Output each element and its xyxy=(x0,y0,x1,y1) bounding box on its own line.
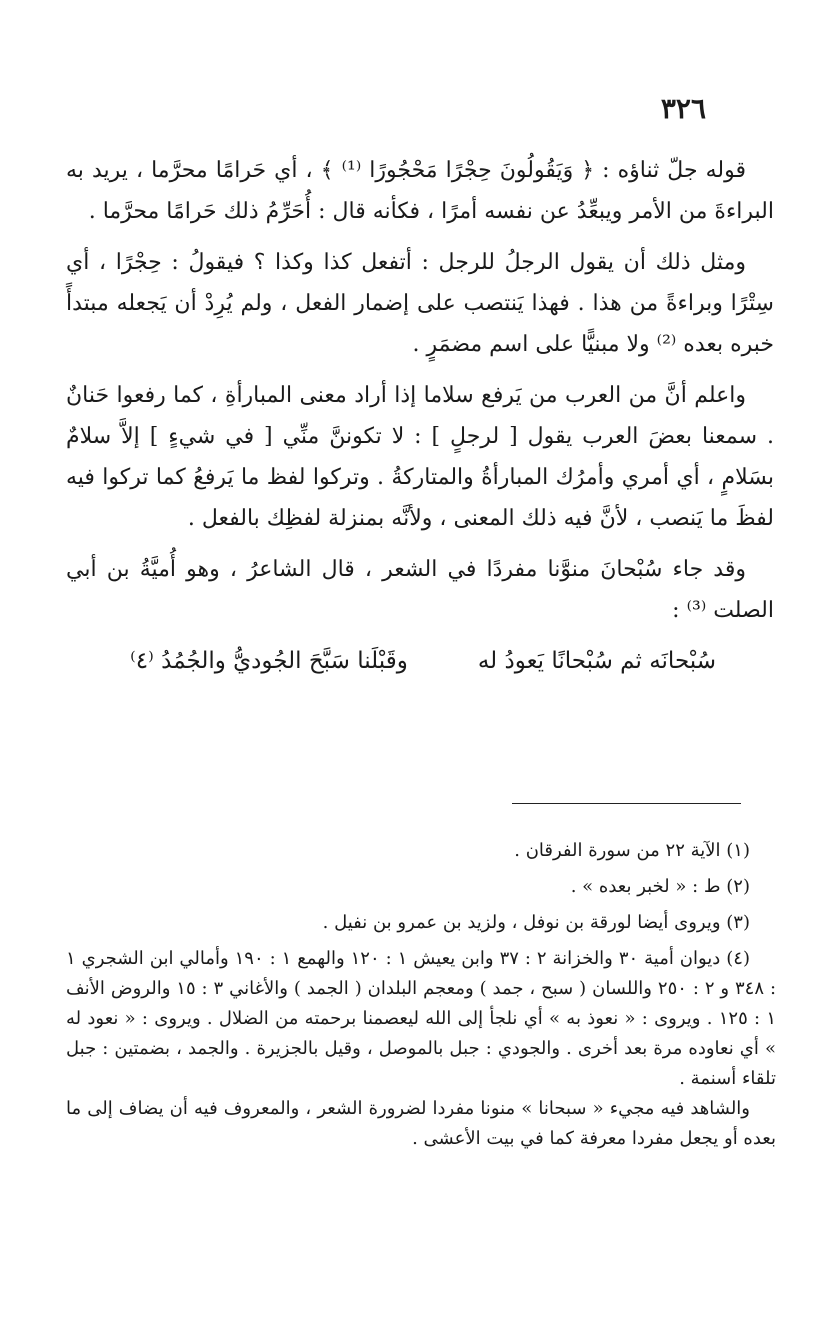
paragraph: وقد جاء سُبْحانَ منوَّنا مفردًا في الشعر ، قال الشاعرُ ، وهو أُميَّةُ بن أبي الصلت ⁽³⁾ : xyxy=(66,557,774,623)
paragraph: ومثل ذلك أن يقول الرجلُ للرجل : أتفعل كذا وكذا ؟ فيقولُ : حِجْرًا ، أي سِتْرًا وبراءةً من هذا . فهذا يَنتصب على إضمار الفعل ، ولم يُرِدْ أن يَجعله مبتدأً خبره بعده ⁽²⁾ ولا مبنيًّا على اسم مضمَرٍ . xyxy=(66,250,774,357)
paragraph: قوله جلّ ثناؤه : ﴿ وَيَقُولُونَ حِجْرًا مَحْجُورًا ⁽¹⁾ ﴾ ، أي حَرامًا محرَّما ، يريد به البراءةَ من الأمر ويبعِّدُ عن نفسه أمرًا ، فكأنه قال : أُحَرِّمُ ذلك حَرامًا محرَّما . xyxy=(66,158,774,224)
main-text xyxy=(66,150,774,682)
poetry-verse xyxy=(66,641,774,682)
footnote: (١) الآية ٢٢ من سورة الفرقان . xyxy=(514,840,750,861)
verse-first-hemistich: سُبْحانَه ثم سُبْحانًا يَعودُ له xyxy=(477,648,716,674)
footnote: (٣) ويروى أيضا لورقة بن نوفل ، ولزيد بن عمرو بن نفيل . xyxy=(322,912,750,933)
footnote: (٤) ديوان أمية ٣٠ والخزانة ٢ : ٣٧ وابن يعيش ١ : ١٢٠ والهمع ١ : ١٩٠ وأمالي ابن الشجري ١ : ٣٤٨ و ٢ : ٢٥٠ واللسان ( سبح ، جمد ) ومعجم البلدان ( الجمد ) والأغاني ٣ : ١٥ والروض الأنف ١ : ١٢٥ . ويروى : « نعوذ به » أي نلجأ إلى الله ليعصمنا برحمته من الضلال . ويروى : « نعود له » أي نعاوده مرة بعد أخرى . والجودي : جبل بالموصل ، وقيل بالجزيرة . والجمد ، بضمتين : جبل تلقاء أسنمة . xyxy=(66,948,777,1089)
paragraph: واعلم أنَّ من العرب من يَرفع سلاما إذا أراد معنى المبارأةِ ، كما رفعوا حَنانٌ . سمعنا بعضَ العرب يقول [ لرجلٍ ] : لا تكوننَّ منِّي [ في شيءٍ ] إلاَّ سلامٌ بسَلامٍ ، أي أمري وأمرُك المبارأةُ والمتاركةُ . وتركوا لفظ ما يَرفعُ كما تركوا فيه لفظَ ما يَنصب ، لأنَّ فيه ذلك المعنى ، ولأنَّه بمنزلة لفظِك بالفعل . xyxy=(66,383,774,531)
footnotes xyxy=(66,836,776,1160)
verse-second-hemistich: وقَبْلَنا سَبَّحَ الجُوديُّ والجُمُدُ ⁽٤⁾ xyxy=(130,648,408,674)
footnote: والشاهد فيه مجيء « سبحانا » منونا مفردا لضرورة الشعر ، والمعروف فيه أن يضاف إلى ما بعده أو يجعل مفردا معرفة كما في بيت الأعشى . xyxy=(66,1098,776,1149)
page-number: ٣٢٦ xyxy=(660,92,706,125)
footnote: (٢) ط : « لخبر بعده » . xyxy=(570,876,750,897)
footnote-separator xyxy=(512,803,741,804)
